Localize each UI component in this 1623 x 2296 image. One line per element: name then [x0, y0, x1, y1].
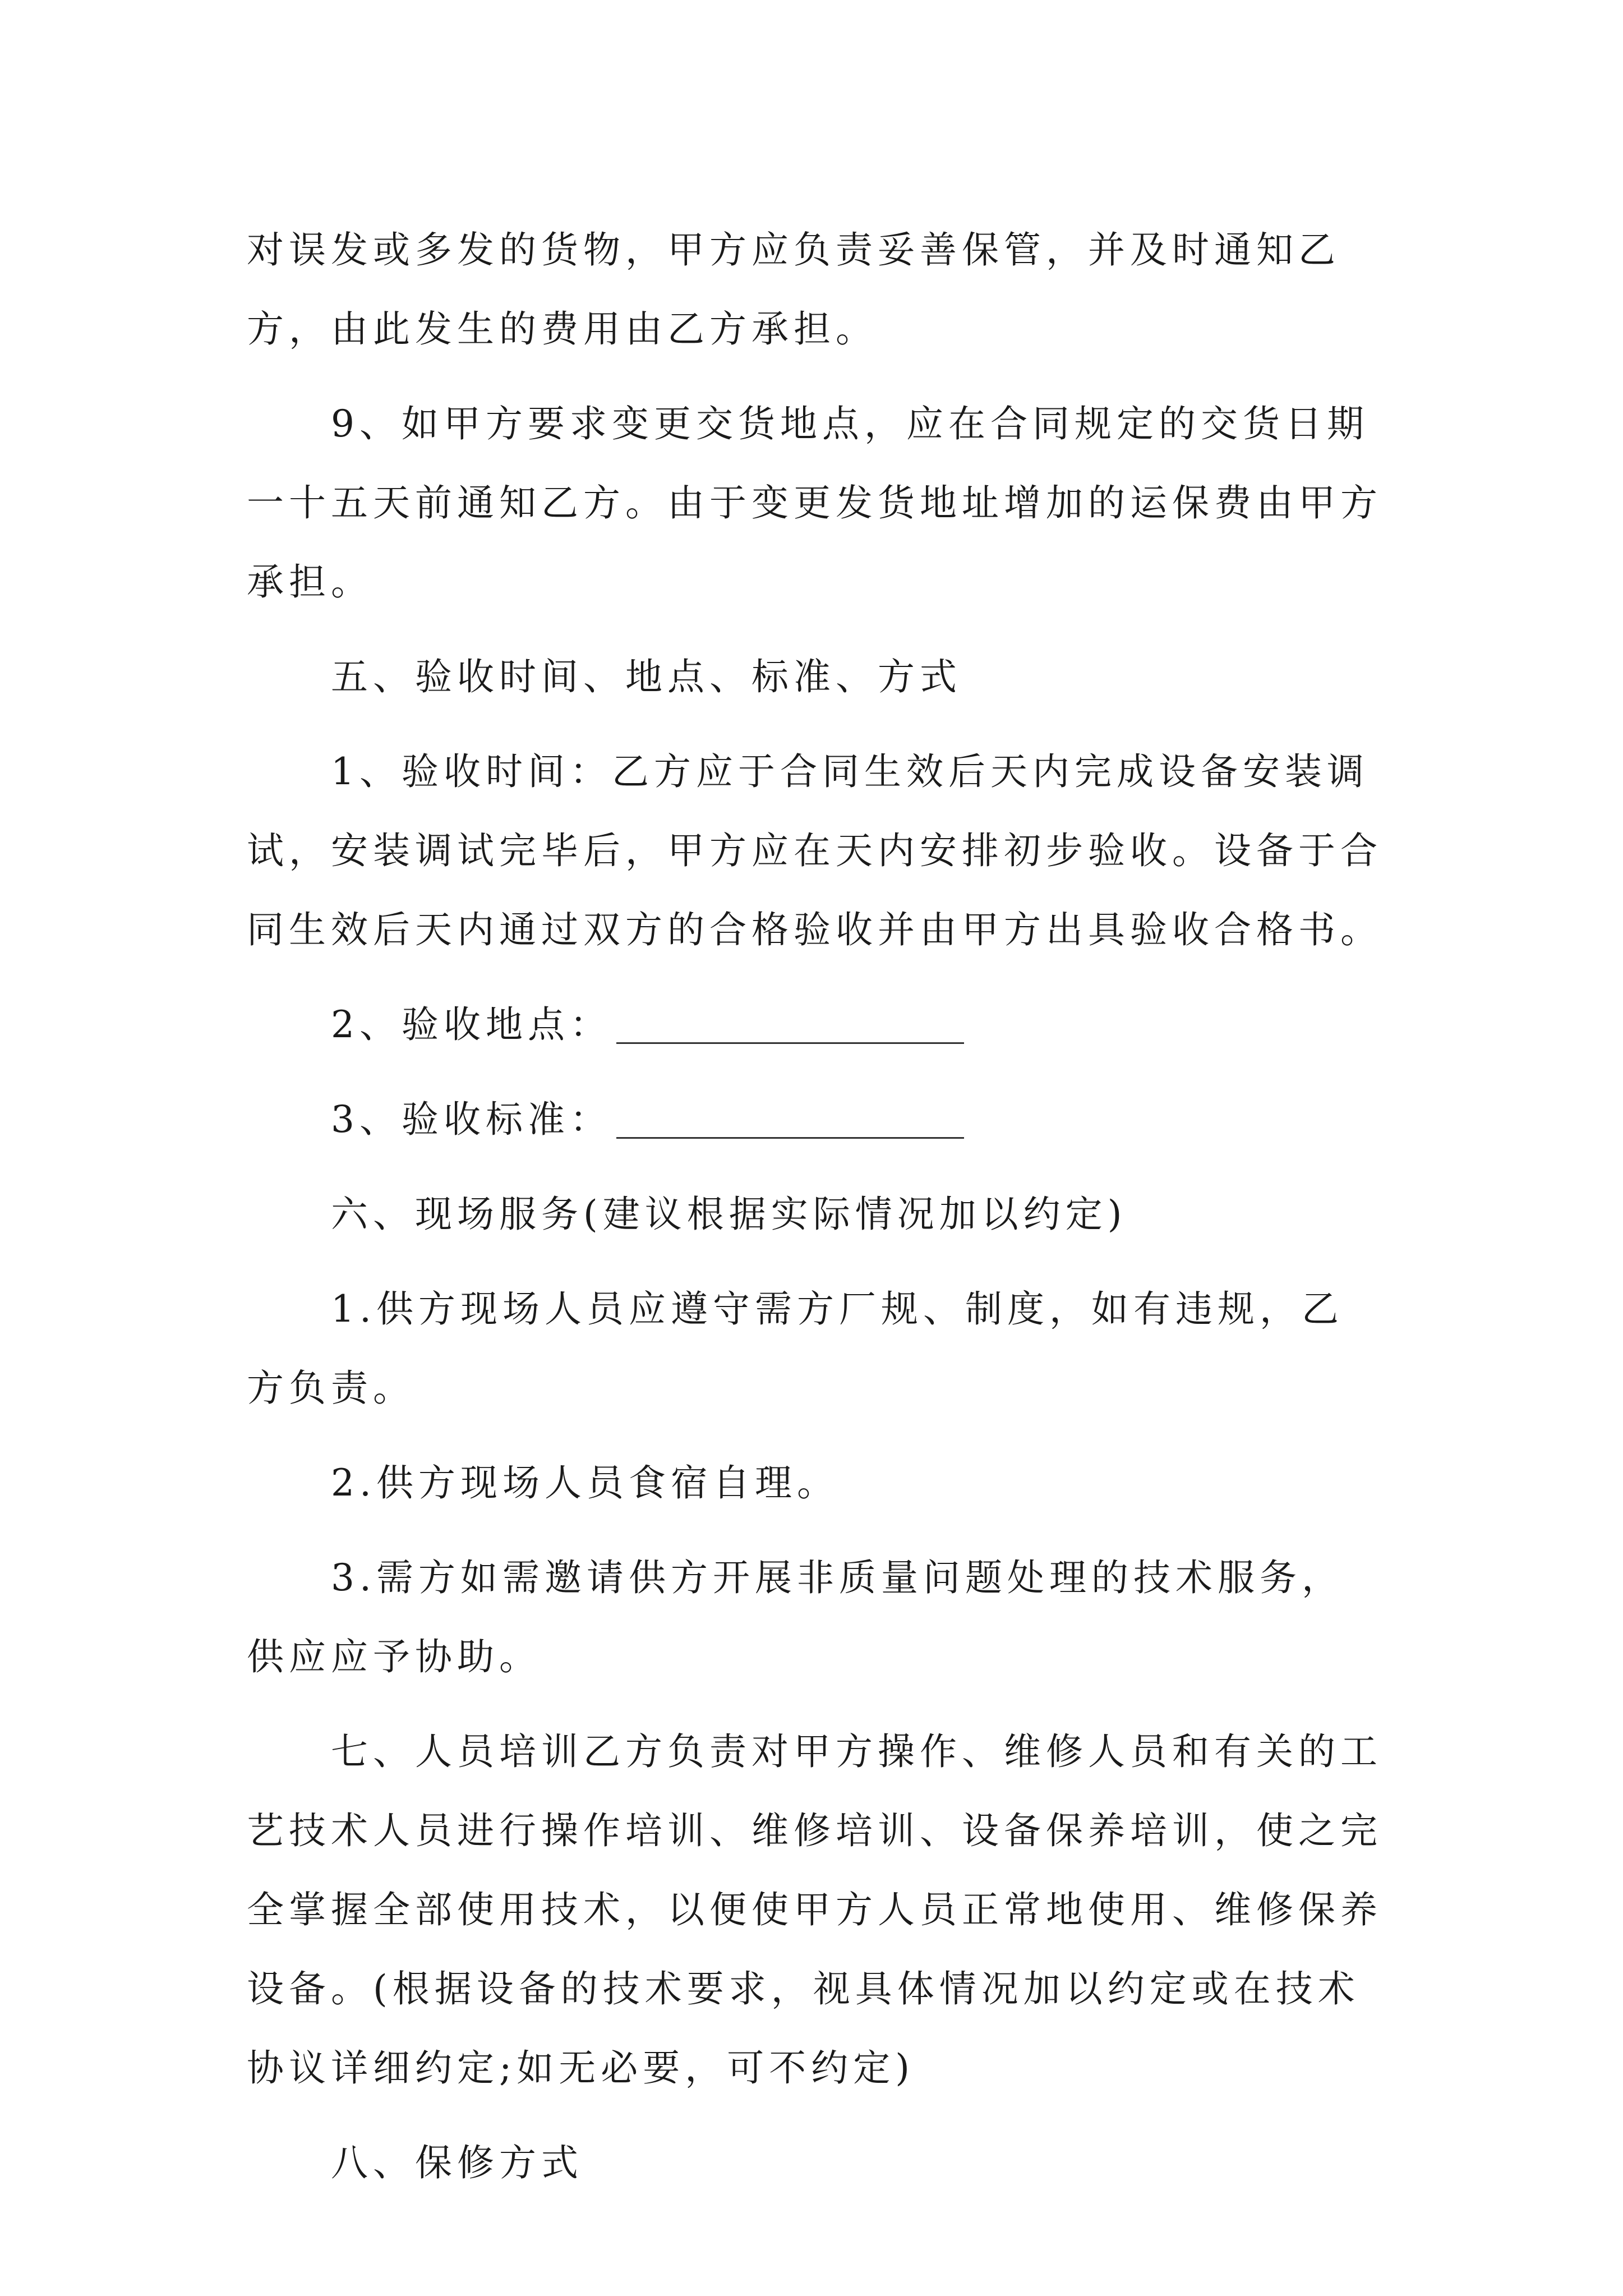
paragraph-misdelivery-continuation: 对误发或多发的货物，甲方应负责妥善保管，并及时通知乙方，由此发生的费用由乙方承担。 — [247, 228, 1340, 351]
paragraph-acceptance-time: 1、验收时间：乙方应于合同生效后天内完成设备安装调试，安装调试完毕后，甲方应在天内安排初步验收。设备于合同生效后天内通过双方的合格验收并由甲方出具验收合格书。 — [247, 750, 1382, 951]
section-heading-onsite-service: 六、现场服务(建议根据实际情况加以约定) — [331, 1193, 1127, 1236]
paragraph-acceptance-standard — [247, 1080, 1385, 1159]
section-heading-warranty: 八、保修方式 — [331, 2141, 583, 2184]
paragraph-onsite-rule-1: 1.供方现场人员应遵守需方厂规、制度，如有违规，乙方负责。 — [247, 1287, 1344, 1410]
acceptance-location-blank[interactable] — [616, 1042, 964, 1044]
paragraph-clause-9-delivery-change: 9、如甲方要求变更交货地点，应在合同规定的交货日期一十五天前通知乙方。由于变更发货地址增加的运保费由甲方承担。 — [247, 402, 1382, 604]
paragraph-onsite-rule-3: 3.需方如需邀请供方开展非质量问题处理的技术服务，供应应予协助。 — [247, 1556, 1344, 1678]
paragraph-personnel-training: 七、人员培训乙方负责对甲方操作、维修人员和有关的工艺技术人员进行操作培训、维修培训、设备保养培训，使之完全掌握全部使用技术，以便使甲方人员正常地使用、维修保养设备。(根据设备的技术要求，视具体情况加以约定或在技术协议详细约定;如无必要，可不约定) — [247, 1730, 1382, 2090]
acceptance-location-label: 2、验收地点： — [331, 1003, 612, 1046]
paragraph-onsite-rule-2: 2.供方现场人员食宿自理。 — [331, 1461, 839, 1504]
document-body — [247, 210, 1385, 2218]
paragraph-acceptance-location — [247, 985, 1385, 1064]
acceptance-standard-label: 3、验收标准： — [331, 1098, 612, 1141]
acceptance-standard-blank[interactable] — [616, 1137, 964, 1139]
section-heading-acceptance: 五、验收时间、地点、标准、方式 — [331, 655, 962, 698]
